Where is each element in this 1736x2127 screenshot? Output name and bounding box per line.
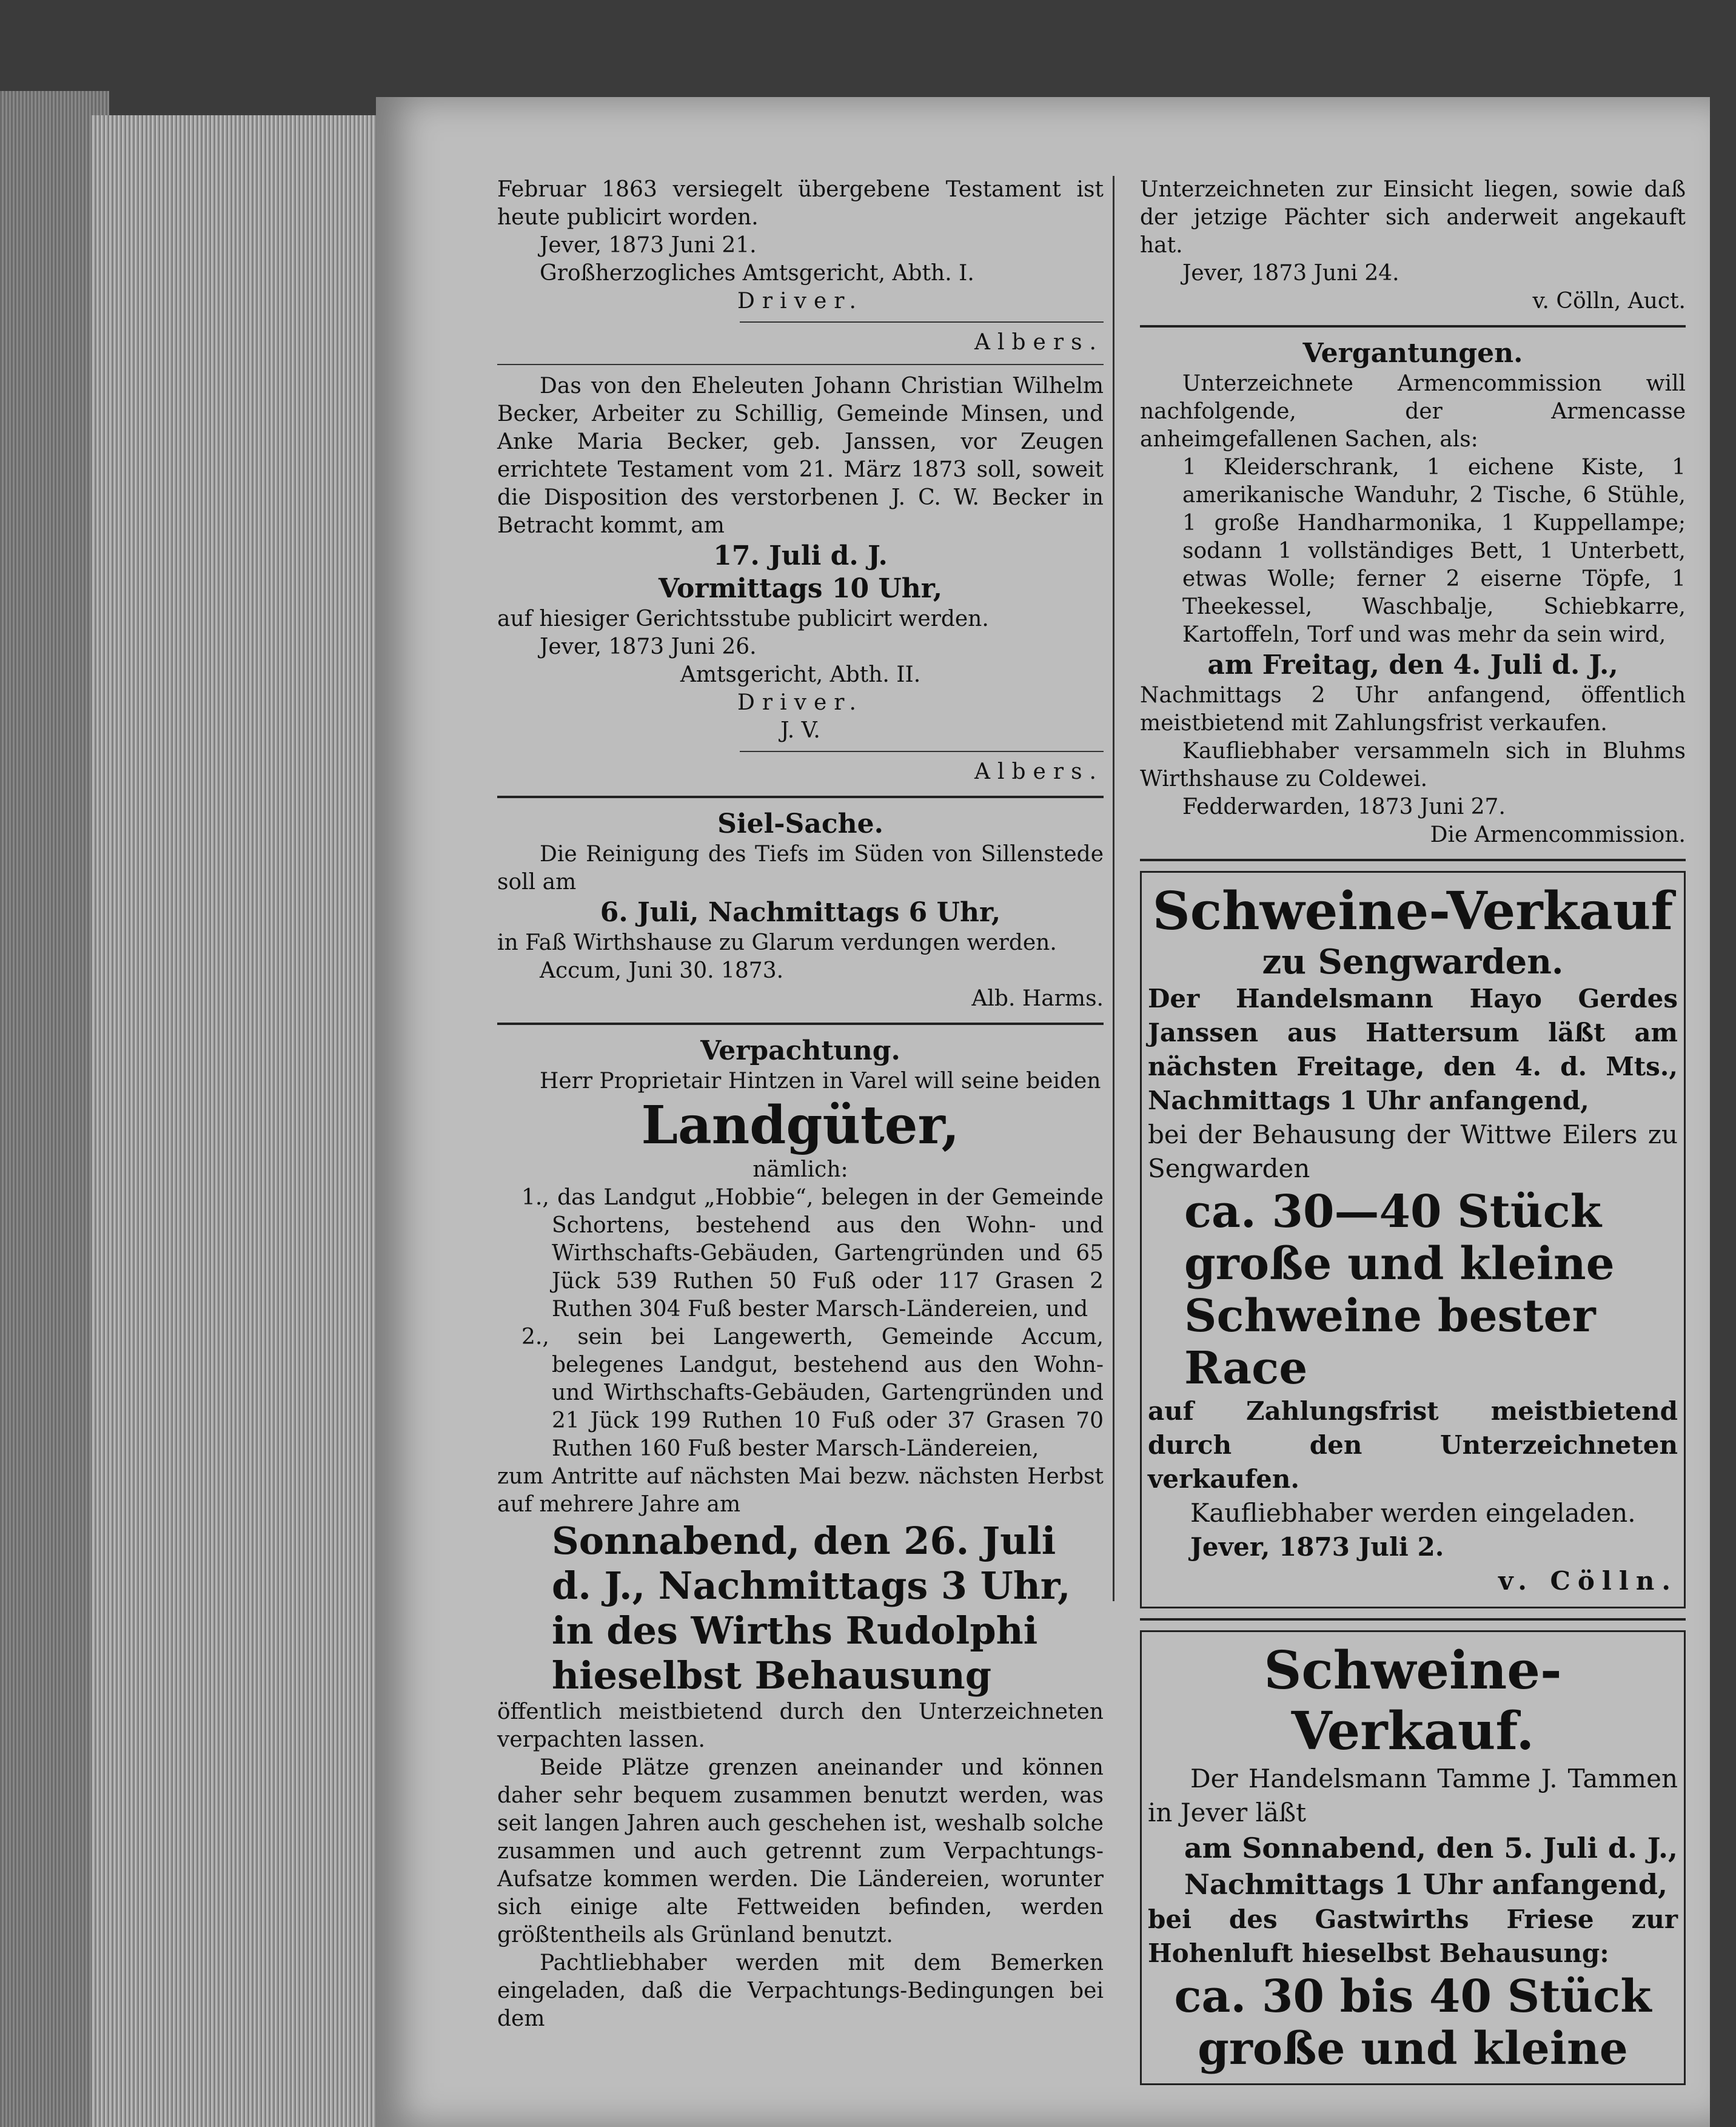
notice-signature: Albers. (974, 759, 1104, 784)
newspaper-page (376, 97, 1710, 2127)
notice-signature: Driver. (737, 690, 863, 715)
notice-continued (1140, 176, 1686, 315)
notice-text: Herr Proprietair Hintzen in Varel will seine beiden (540, 1069, 1101, 1094)
notice-text: auf hiesiger Gerichtsstube publicirt werden. (497, 607, 989, 631)
notice-text: Kaufliebhaber werden eingeladen. (1190, 1498, 1636, 1528)
notice-text: Unterzeichneten zur Einsicht liegen, sowie daß der jetzige Pächter sich anderweit angekauft hat. (1140, 177, 1686, 258)
notice-time: Vormittags 10 Uhr, (658, 573, 943, 604)
notice-signature: Die Armencommission. (1430, 822, 1686, 847)
notice-signature: Alb. Harms. (971, 986, 1104, 1011)
right-column (1140, 176, 1686, 2085)
notice-text: bei des Gastwirths Friese zur Hohenluft hieselbst Behausung: (1148, 1904, 1678, 1968)
notice-place: Jever, 1873 Juni 21. (540, 233, 757, 258)
notice-big-text: ca. 30 bis 40 Stück große und kleine (1174, 1971, 1652, 2075)
separator (1140, 859, 1686, 861)
notice-text: Die Reinigung des Tiefs im Süden von Sillenstede soll am (497, 842, 1104, 895)
notice-signature: Albers. (974, 330, 1104, 355)
notice-testament-2 (497, 372, 1104, 786)
notice-date: 17. Juli d. J. (713, 540, 888, 571)
notice-signature: Driver. (737, 289, 863, 314)
separator (497, 796, 1104, 798)
notice-text: Pachtliebhaber werden mit dem Bemerken eingeladen, daß die Verpachtungs-Bedingungen bei dem (497, 1951, 1104, 2031)
notice-office: Großherzogliches Amtsgericht, Abth. I. (540, 261, 974, 286)
notice-signature: J. V. (780, 718, 820, 743)
notice-place: Jever, 1873 Juni 26. (540, 634, 757, 659)
notice-office: Amtsgericht, Abth. II. (680, 662, 921, 687)
notice-text: in Faß Wirthshause zu Glarum verdungen werden. (497, 930, 1057, 955)
notice-place: Accum, Juni 30. 1873. (540, 958, 784, 983)
notice-date: am Sonnabend, den 5. Juli d. J., Nachmittags 1 Uhr anfangend, (1184, 1832, 1678, 1901)
notice-title: Verpachtung. (700, 1035, 900, 1066)
notice-text: Der Handelsmann Hayo Gerdes Janssen aus Hattersum läßt am nächsten Freitage, den 4. d. Mts., Nachmittags 1 Uhr anfangend, (1148, 984, 1678, 1115)
notice-signature: v. Cölln. (1498, 1566, 1678, 1596)
notice-big-text: ca. 30—40 Stück große und kleine Schweine bester Race (1184, 1186, 1615, 1394)
separator (497, 1023, 1104, 1025)
separator (1140, 325, 1686, 328)
notice-testament-1 (497, 176, 1104, 357)
notice-place: Jever, 1873 Juni 24. (1182, 261, 1399, 286)
notice-items: 1 Kleiderschrank, 1 eichene Kiste, 1 amerikanische Wanduhr, 2 Tische, 6 Stühle, 1 große Handharmonika, 1 Kuppellampe; sodann 1 vollständiges Bett, 1 Unterbett, etwas Wolle; ferner 2 eiserne Töpfe, 1 Theekessel, Waschbalje, Schiebkarre, Kartoffeln, Torf und was mehr da sein wird, (1182, 455, 1686, 647)
notice-subheadline: zu Sengwarden. (1262, 942, 1564, 982)
notice-text: öffentlich meistbietend durch den Unterzeichneten verpachten lassen. (497, 1699, 1104, 1752)
notice-text: Beide Plätze grenzen aneinander und können daher sehr bequem zusammen benutzt werden, was seit langen Jahren auch geschehen ist, weshalb solche zusammen und auch getrennt zum Verpachtungs-Aufsatze kommen werden. Die Ländereien, worunter sich einige alte Fettweiden befinden, werden größtentheils als Grünland benutzt. (497, 1755, 1104, 1947)
separator (497, 364, 1104, 365)
signature-rule (740, 751, 1104, 752)
notice-signature: v. Cölln, Auct. (1532, 289, 1686, 314)
notice-schweine-verkauf-2 (1140, 1630, 1686, 2085)
notice-schweine-verkauf-1 (1140, 871, 1686, 1608)
notice-verpachtung (497, 1035, 1104, 2033)
notice-place: Jever, 1873 Juli 2. (1190, 1532, 1444, 1562)
notice-headline: Schweine-Verkauf. (1264, 1640, 1562, 1762)
notice-text: nämlich: (752, 1157, 848, 1182)
list-item: 1., das Landgut „Hobbie“, belegen in der Gemeinde Schortens, bestehend aus den Wohn- und Wirthschafts-Gebäuden, Gartengründen und 65 Jück 539 Ruthen 50 Fuß oder 117 Grasen 2 Ruthen 304 Fuß bester Marsch-Ländereien, und (521, 1185, 1104, 1322)
notice-siel-sache (497, 808, 1104, 1013)
notice-text: Nachmittags 2 Uhr anfangend, öffentlich meistbietend mit Zahlungsfrist verkaufen. (1140, 683, 1686, 736)
notice-date: Sonnabend, den 26. Juli d. J., Nachmittags 3 Uhr, in des Wirths Rudolphi hieselbst Behausung (552, 1519, 1071, 1698)
notice-headline: Landgüter, (641, 1095, 960, 1156)
notice-text: Der Handelsmann Tamme J. Tammen in Jever läßt (1148, 1764, 1678, 1827)
notice-text: Das von den Eheleuten Johann Christian Wilhelm Becker, Arbeiter zu Schillig, Gemeinde Minsen, und Anke Maria Becker, geb. Janssen, vor Zeugen errichtete Testament vom 21. März 1873 soll, soweit die Disposition des verstorbenen J. C. W. Becker in Betracht kommt, am (497, 374, 1104, 538)
left-column (497, 176, 1104, 2033)
notice-title: Siel-Sache. (717, 808, 883, 839)
notice-text: auf Zahlungsfrist meistbietend durch den Unterzeichneten verkaufen. (1148, 1396, 1678, 1494)
notice-headline: Schweine-Verkauf (1152, 881, 1674, 942)
notice-date: 6. Juli, Nachmittags 6 Uhr, (600, 897, 1001, 928)
notice-vergantungen (1140, 337, 1686, 849)
list-item: 2., sein bei Langewerth, Gemeinde Accum, belegenes Landgut, bestehend aus den Wohn- und Wirthschafts-Gebäuden, Gartengründen und 21 Jück 199 Ruthen 10 Fuß oder 37 Grasen 70 Ruthen 160 Fuß bester Marsch-Ländereien, (521, 1325, 1104, 1461)
notice-place: Fedderwarden, 1873 Juni 27. (1182, 795, 1506, 819)
page-stack (91, 115, 376, 2127)
notice-text: Kaufliebhaber versammeln sich in Bluhms Wirthshause zu Coldewei. (1140, 739, 1686, 791)
column-divider (1113, 176, 1114, 1601)
notice-title: Vergantungen. (1302, 338, 1523, 369)
notice-text: zum Antritte auf nächsten Mai bezw. nächsten Herbst auf mehrere Jahre am (497, 1464, 1104, 1517)
notice-date: am Freitag, den 4. Juli d. J., (1207, 650, 1618, 680)
notice-text: Februar 1863 versiegelt übergebene Testament ist heute publicirt worden. (497, 177, 1104, 230)
signature-rule (740, 321, 1104, 323)
notice-text: Unterzeichnete Armencommission will nachfolgende, der Armencasse anheimgefallenen Sachen, als: (1140, 371, 1686, 452)
separator (1140, 1618, 1686, 1621)
notice-text: bei der Behausung der Wittwe Eilers zu Sengwarden (1148, 1120, 1678, 1183)
